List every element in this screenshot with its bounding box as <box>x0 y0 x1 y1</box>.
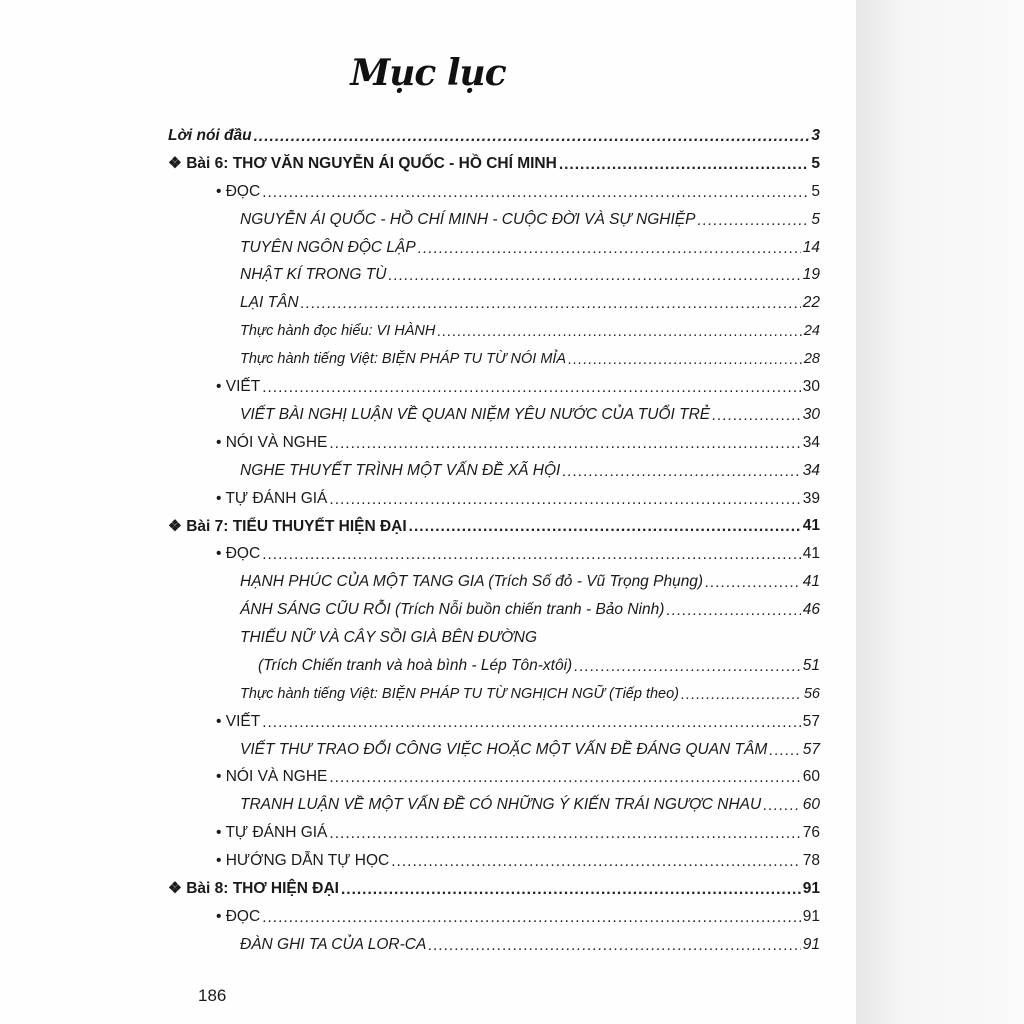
toc-entry-label: VIẾT THƯ TRAO ĐỔI CÔNG VIỆC HOẶC MỘT VẤN ĐỀ ĐÁNG QUAN TÂM <box>240 740 768 758</box>
toc-entry-page: 5 <box>811 210 820 228</box>
dot-leader <box>769 742 800 760</box>
toc-entry-page: 51 <box>802 656 820 674</box>
toc-entry <box>168 234 820 262</box>
toc-entry-page: 24 <box>803 323 820 340</box>
toc-entry <box>168 680 820 708</box>
toc-entry-label: HẠNH PHÚC CỦA MỘT TANG GIA (Trích Số đỏ - Vũ Trọng Phụng) <box>240 573 704 591</box>
toc-entry <box>168 819 820 847</box>
dot-leader <box>329 491 800 509</box>
toc-entry-page: 41 <box>802 573 820 591</box>
toc-entry-page: 57 <box>802 712 820 730</box>
toc-entry-page: 91 <box>802 935 820 953</box>
dot-leader <box>329 435 800 453</box>
toc-entry-page: 91 <box>802 907 820 925</box>
toc-entry-label: Thực hành tiếng Việt: BIỆN PHÁP TU TỪ NGHỊCH NGỮ (Tiếp theo) <box>240 685 680 702</box>
toc-entry <box>168 931 820 959</box>
toc-entry <box>168 708 820 736</box>
dot-leader <box>562 463 800 481</box>
toc-entry-label: • ĐỌC <box>216 907 261 925</box>
toc-entry-page: 34 <box>802 461 820 479</box>
dot-leader <box>568 352 802 368</box>
toc-entry-label: LẠI TÂN <box>240 294 299 312</box>
toc-entry <box>168 457 820 485</box>
dot-leader <box>262 714 801 732</box>
toc-entry <box>168 763 820 791</box>
toc-entry-page: 41 <box>802 545 820 563</box>
toc-entry-label: • VIẾT <box>216 377 261 395</box>
toc-entry <box>168 652 820 680</box>
page-edge <box>856 0 1024 1024</box>
toc-entry <box>168 540 820 568</box>
dot-leader <box>681 687 802 703</box>
toc-entry-page: 5 <box>811 154 820 172</box>
toc-entry <box>168 429 820 457</box>
dot-leader <box>666 602 800 620</box>
dot-leader <box>391 853 801 871</box>
toc-entry <box>168 791 820 819</box>
toc-entry-page: 76 <box>802 824 820 842</box>
toc-entry-label: NGUYỄN ÁI QUỐC - HỒ CHÍ MINH - CUỘC ĐỜI VÀ SỰ NGHIỆP <box>240 210 696 228</box>
toc-entry-page: 5 <box>811 182 820 200</box>
dot-leader <box>262 546 801 564</box>
toc-entry-page: 39 <box>802 489 820 507</box>
dot-leader <box>301 295 801 313</box>
toc-entry <box>168 178 820 206</box>
toc-entry <box>168 624 820 652</box>
toc-entry-label: THIẾU NỮ VÀ CÂY SỒI GIÀ BÊN ĐƯỜNG <box>240 628 537 646</box>
page-number: 186 <box>198 986 227 1005</box>
toc-entry-label: NHẬT KÍ TRONG TÙ <box>240 266 387 284</box>
toc-entry-label: ÁNH SÁNG CŨU RỖI (Trích Nỗi buồn chiến tranh - Bảo Ninh) <box>240 601 665 619</box>
toc-entry <box>168 122 820 150</box>
toc-entry <box>168 401 820 429</box>
toc-entry-label: NGHE THUYẾT TRÌNH MỘT VẤN ĐỀ XÃ HỘI <box>240 461 561 479</box>
toc-entry <box>168 485 820 513</box>
toc-entry <box>168 568 820 596</box>
toc-entry-page: 3 <box>811 126 820 144</box>
toc-entry-label: • ĐỌC <box>216 545 261 563</box>
toc-entry-label: ❖ Bài 8: THƠ HIỆN ĐẠI <box>168 880 339 898</box>
dot-leader <box>574 658 801 676</box>
toc-entry <box>168 345 820 373</box>
toc-entry-label: • TỰ ĐÁNH GIÁ <box>216 824 328 842</box>
toc-entry-page: 34 <box>802 433 820 451</box>
toc-entry-label: ❖ Bài 6: THƠ VĂN NGUYỄN ÁI QUỐC - HỒ CHÍ MINH <box>168 155 557 173</box>
dot-leader <box>697 212 809 230</box>
toc-entry-label: • NÓI VÀ NGHE <box>216 768 328 786</box>
toc-entry-label: • TỰ ĐÁNH GIÁ <box>216 489 328 507</box>
toc-entry-label: Lời nói đầu <box>168 126 252 144</box>
toc-entry-page: 91 <box>802 879 820 897</box>
toc-entry-page: 14 <box>802 238 820 256</box>
toc-entry-label: • ĐỌC <box>216 182 261 200</box>
toc-entry-page: 30 <box>802 377 820 395</box>
toc-entry <box>168 261 820 289</box>
toc-entry-label: Thực hành tiếng Việt: BIỆN PHÁP TU TỪ NÓI MỈA <box>240 351 567 368</box>
dot-leader <box>329 769 800 787</box>
toc-entry <box>168 206 820 234</box>
toc-entry <box>168 847 820 875</box>
toc-entry-page: 56 <box>803 685 820 702</box>
dot-leader <box>559 156 810 174</box>
dot-leader <box>388 267 800 285</box>
toc-entry-label: ❖ Bài 7: TIỂU THUYẾT HIỆN ĐẠI <box>168 517 407 535</box>
toc-entry-page: 60 <box>802 768 820 786</box>
toc-entry-label: • NÓI VÀ NGHE <box>216 433 328 451</box>
dot-leader <box>262 909 801 927</box>
page-title: Mục lục <box>350 52 506 94</box>
toc-entry-page: 41 <box>802 517 820 535</box>
toc-entry <box>168 596 820 624</box>
toc-entry-page: 19 <box>802 266 820 284</box>
dot-leader <box>705 574 801 592</box>
toc-entry <box>168 317 820 345</box>
toc-entry <box>168 736 820 764</box>
toc-entry-label: (Trích Chiến tranh và hoà bình - Lép Tôn-xtôi) <box>258 656 573 674</box>
dot-leader <box>712 407 801 425</box>
toc-entry <box>168 373 820 401</box>
toc-entry <box>168 875 820 903</box>
toc-entry-label: • VIẾT <box>216 712 261 730</box>
toc-entry-page: 46 <box>802 601 820 619</box>
dot-leader <box>262 379 801 397</box>
dot-leader <box>262 184 809 202</box>
dot-leader <box>763 797 801 815</box>
toc-entry-page: 57 <box>802 740 820 758</box>
toc-entry-label: • HƯỚNG DẪN TỰ HỌC <box>216 852 390 870</box>
toc-entry-label: ĐÀN GHI TA CỦA LOR-CA <box>240 935 427 953</box>
toc-entry-page: 60 <box>802 796 820 814</box>
toc-entry-label: VIẾT BÀI NGHỊ LUẬN VỀ QUAN NIỆM YÊU NƯỚC CỦA TUỔI TRẺ <box>240 405 711 423</box>
dot-leader <box>418 240 801 258</box>
dot-leader <box>437 324 801 340</box>
toc-entry-page: 22 <box>802 294 820 312</box>
dot-leader <box>409 518 801 536</box>
dot-leader <box>341 881 801 899</box>
table-of-contents <box>168 122 820 959</box>
toc-entry <box>168 512 820 540</box>
toc-entry <box>168 150 820 178</box>
toc-entry-page: 30 <box>802 405 820 423</box>
dot-leader <box>428 937 800 955</box>
dot-leader <box>254 128 810 146</box>
toc-entry-page: 78 <box>802 852 820 870</box>
toc-entry <box>168 903 820 931</box>
toc-entry-page: 28 <box>803 351 820 368</box>
toc-entry-label: TUYÊN NGÔN ĐỘC LẬP <box>240 238 416 256</box>
toc-entry-label: TRANH LUẬN VỀ MỘT VẤN ĐỀ CÓ NHỮNG Ý KIẾN TRÁI NGƯỢC NHAU <box>240 796 762 814</box>
dot-leader <box>329 825 800 843</box>
toc-entry <box>168 289 820 317</box>
toc-entry-label: Thực hành đọc hiểu: VI HÀNH <box>240 323 436 340</box>
